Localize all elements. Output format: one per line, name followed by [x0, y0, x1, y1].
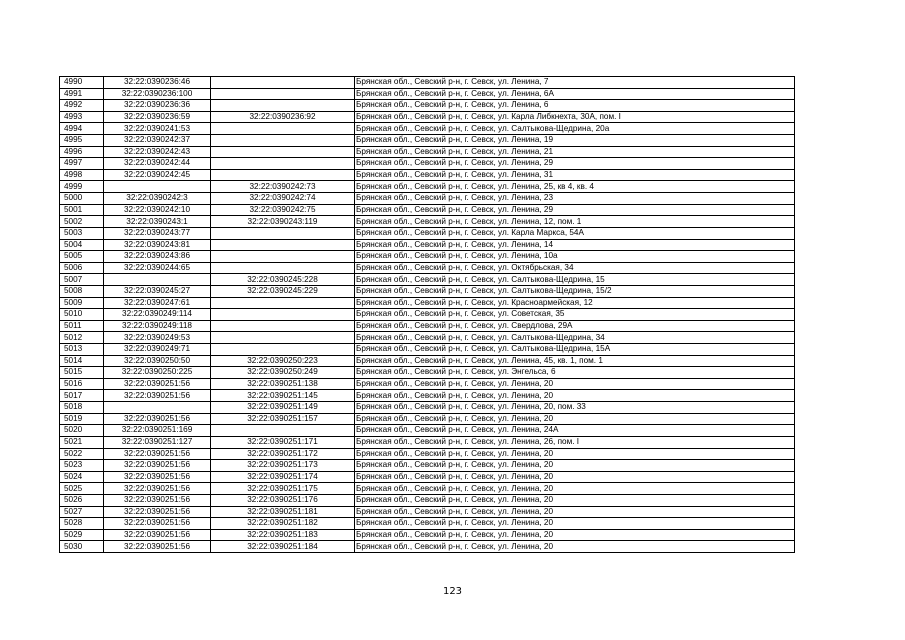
registry-table-body [60, 77, 795, 553]
address-cell: Брянская обл., Севский р-н, г. Севск, ул. Салтыкова-Щедрина, 15/2 [355, 285, 795, 297]
address-cell: Брянская обл., Севский р-н, г. Севск, ул. Ленина, 29 [355, 204, 795, 216]
parcel-cadastral-number-cell: 32:22:0390236:36 [104, 100, 211, 112]
row-number-cell: 5005 [60, 251, 104, 263]
object-cadastral-number-cell: 32:22:0390245:229 [211, 285, 355, 297]
address-cell: Брянская обл., Севский р-н, г. Севск, ул. Ленина, 20 [355, 413, 795, 425]
table-row [60, 367, 795, 379]
object-cadastral-number-cell [211, 332, 355, 344]
parcel-cadastral-number-cell: 32:22:0390251:56 [104, 390, 211, 402]
table-row [60, 332, 795, 344]
object-cadastral-number-cell [211, 88, 355, 100]
row-number-cell: 5024 [60, 471, 104, 483]
object-cadastral-number-cell [211, 344, 355, 356]
object-cadastral-number-cell: 32:22:0390250:249 [211, 367, 355, 379]
parcel-cadastral-number-cell: 32:22:0390251:56 [104, 541, 211, 553]
object-cadastral-number-cell [211, 158, 355, 170]
row-number-cell: 5008 [60, 285, 104, 297]
row-number-cell: 5030 [60, 541, 104, 553]
row-number-cell: 4999 [60, 181, 104, 193]
address-cell: Брянская обл., Севский р-н, г. Севск, ул. Ленина, 7 [355, 77, 795, 89]
table-row [60, 402, 795, 414]
address-cell: Брянская обл., Севский р-н, г. Севск, ул. Ленина, 26, пом. I [355, 436, 795, 448]
row-number-cell: 4996 [60, 146, 104, 158]
row-number-cell: 4998 [60, 169, 104, 181]
parcel-cadastral-number-cell: 32:22:0390236:46 [104, 77, 211, 89]
object-cadastral-number-cell: 32:22:0390251:182 [211, 518, 355, 530]
parcel-cadastral-number-cell: 32:22:0390250:225 [104, 367, 211, 379]
address-cell: Брянская обл., Севский р-н, г. Севск, ул. Ленина, 19 [355, 135, 795, 147]
row-number-cell: 5021 [60, 436, 104, 448]
object-cadastral-number-cell [211, 77, 355, 89]
object-cadastral-number-cell [211, 169, 355, 181]
table-row [60, 297, 795, 309]
table-row [60, 378, 795, 390]
parcel-cadastral-number-cell [104, 181, 211, 193]
parcel-cadastral-number-cell: 32:22:0390236:100 [104, 88, 211, 100]
address-cell: Брянская обл., Севский р-н, г. Севск, ул. Ленина, 6 [355, 100, 795, 112]
object-cadastral-number-cell: 32:22:0390251:173 [211, 460, 355, 472]
table-row [60, 169, 795, 181]
object-cadastral-number-cell [211, 146, 355, 158]
row-number-cell: 5004 [60, 239, 104, 251]
table-row [60, 483, 795, 495]
address-cell: Брянская обл., Севский р-н, г. Севск, ул. Ленина, 20 [355, 529, 795, 541]
address-cell: Брянская обл., Севский р-н, г. Севск, ул. Салтыкова-Щедрина, 15А [355, 344, 795, 356]
row-number-cell: 4991 [60, 88, 104, 100]
table-row [60, 262, 795, 274]
address-cell: Брянская обл., Севский р-н, г. Севск, ул. Ленина, 29 [355, 158, 795, 170]
table-row [60, 239, 795, 251]
object-cadastral-number-cell [211, 100, 355, 112]
parcel-cadastral-number-cell: 32:22:0390247:61 [104, 297, 211, 309]
table-row [60, 88, 795, 100]
parcel-cadastral-number-cell: 32:22:0390241:53 [104, 123, 211, 135]
table-row [60, 425, 795, 437]
table-row [60, 251, 795, 263]
object-cadastral-number-cell: 32:22:0390242:75 [211, 204, 355, 216]
object-cadastral-number-cell: 32:22:0390251:174 [211, 471, 355, 483]
object-cadastral-number-cell [211, 239, 355, 251]
address-cell: Брянская обл., Севский р-н, г. Севск, ул. Ленина, 20 [355, 471, 795, 483]
object-cadastral-number-cell: 32:22:0390251:184 [211, 541, 355, 553]
parcel-cadastral-number-cell: 32:22:0390251:56 [104, 471, 211, 483]
object-cadastral-number-cell: 32:22:0390242:73 [211, 181, 355, 193]
parcel-cadastral-number-cell: 32:22:0390245:27 [104, 285, 211, 297]
table-row [60, 448, 795, 460]
table-row [60, 204, 795, 216]
row-number-cell: 5014 [60, 355, 104, 367]
table-row [60, 344, 795, 356]
address-cell: Брянская обл., Севский р-н, г. Севск, ул. Красноармейская, 12 [355, 297, 795, 309]
table-row [60, 77, 795, 89]
address-cell: Брянская обл., Севский р-н, г. Севск, ул. Ленина, 20 [355, 483, 795, 495]
address-cell: Брянская обл., Севский р-н, г. Севск, ул. Ленина, 20, пом. 33 [355, 402, 795, 414]
address-cell: Брянская обл., Севский р-н, г. Севск, ул. Ленина, 21 [355, 146, 795, 158]
object-cadastral-number-cell [211, 262, 355, 274]
object-cadastral-number-cell [211, 320, 355, 332]
table-row [60, 541, 795, 553]
parcel-cadastral-number-cell: 32:22:0390251:127 [104, 436, 211, 448]
table-row [60, 285, 795, 297]
table-row [60, 494, 795, 506]
table-row [60, 227, 795, 239]
parcel-cadastral-number-cell: 32:22:0390251:56 [104, 378, 211, 390]
row-number-cell: 5002 [60, 216, 104, 228]
parcel-cadastral-number-cell: 32:22:0390242:45 [104, 169, 211, 181]
parcel-cadastral-number-cell: 32:22:0390251:56 [104, 529, 211, 541]
parcel-cadastral-number-cell: 32:22:0390244:65 [104, 262, 211, 274]
row-number-cell: 5015 [60, 367, 104, 379]
parcel-cadastral-number-cell: 32:22:0390251:56 [104, 448, 211, 460]
object-cadastral-number-cell [211, 135, 355, 147]
property-registry-table [59, 76, 795, 553]
parcel-cadastral-number-cell: 32:22:0390242:10 [104, 204, 211, 216]
row-number-cell: 5026 [60, 494, 104, 506]
object-cadastral-number-cell: 32:22:0390251:181 [211, 506, 355, 518]
parcel-cadastral-number-cell [104, 274, 211, 286]
parcel-cadastral-number-cell: 32:22:0390249:71 [104, 344, 211, 356]
table-row [60, 193, 795, 205]
table-row [60, 518, 795, 530]
row-number-cell: 5023 [60, 460, 104, 472]
parcel-cadastral-number-cell: 32:22:0390242:43 [104, 146, 211, 158]
parcel-cadastral-number-cell: 32:22:0390249:118 [104, 320, 211, 332]
address-cell: Брянская обл., Севский р-н, г. Севск, ул. Ленина, 14 [355, 239, 795, 251]
object-cadastral-number-cell [211, 251, 355, 263]
address-cell: Брянская обл., Севский р-н, г. Севск, ул. Ленина, 20 [355, 541, 795, 553]
object-cadastral-number-cell: 32:22:0390245:228 [211, 274, 355, 286]
address-cell: Брянская обл., Севский р-н, г. Севск, ул. Карла Маркса, 54А [355, 227, 795, 239]
parcel-cadastral-number-cell: 32:22:0390251:56 [104, 518, 211, 530]
object-cadastral-number-cell: 32:22:0390242:74 [211, 193, 355, 205]
object-cadastral-number-cell: 32:22:0390236:92 [211, 111, 355, 123]
row-number-cell: 5018 [60, 402, 104, 414]
table-row [60, 471, 795, 483]
object-cadastral-number-cell: 32:22:0390251:145 [211, 390, 355, 402]
row-number-cell: 5006 [60, 262, 104, 274]
row-number-cell: 5011 [60, 320, 104, 332]
address-cell: Брянская обл., Севский р-н, г. Севск, ул. Советская, 35 [355, 309, 795, 321]
address-cell: Брянская обл., Севский р-н, г. Севск, ул. Ленина, 12, пом. 1 [355, 216, 795, 228]
row-number-cell: 4993 [60, 111, 104, 123]
address-cell: Брянская обл., Севский р-н, г. Севск, ул. Энгельса, 6 [355, 367, 795, 379]
row-number-cell: 5022 [60, 448, 104, 460]
row-number-cell: 5000 [60, 193, 104, 205]
address-cell: Брянская обл., Севский р-н, г. Севск, ул. Ленина, 25, кв 4, кв. 4 [355, 181, 795, 193]
address-cell: Брянская обл., Севский р-н, г. Севск, ул. Салтыкова-Щедрина, 34 [355, 332, 795, 344]
address-cell: Брянская обл., Севский р-н, г. Севск, ул. Ленина, 31 [355, 169, 795, 181]
row-number-cell: 5028 [60, 518, 104, 530]
parcel-cadastral-number-cell: 32:22:0390242:3 [104, 193, 211, 205]
table-row [60, 320, 795, 332]
address-cell: Брянская обл., Севский р-н, г. Севск, ул. Карла Либкнехта, 30А, пом. I [355, 111, 795, 123]
parcel-cadastral-number-cell: 32:22:0390242:44 [104, 158, 211, 170]
row-number-cell: 4995 [60, 135, 104, 147]
row-number-cell: 5012 [60, 332, 104, 344]
parcel-cadastral-number-cell: 32:22:0390242:37 [104, 135, 211, 147]
table-row [60, 111, 795, 123]
address-cell: Брянская обл., Севский р-н, г. Севск, ул. Ленина, 20 [355, 378, 795, 390]
object-cadastral-number-cell: 32:22:0390251:157 [211, 413, 355, 425]
object-cadastral-number-cell: 32:22:0390251:138 [211, 378, 355, 390]
row-number-cell: 5009 [60, 297, 104, 309]
parcel-cadastral-number-cell: 32:22:0390250:50 [104, 355, 211, 367]
object-cadastral-number-cell [211, 309, 355, 321]
address-cell: Брянская обл., Севский р-н, г. Севск, ул. Ленина, 20 [355, 518, 795, 530]
address-cell: Брянская обл., Севский р-н, г. Севск, ул. Ленина, 20 [355, 448, 795, 460]
table-row [60, 506, 795, 518]
table-row [60, 135, 795, 147]
address-cell: Брянская обл., Севский р-н, г. Севск, ул. Октябрьская, 34 [355, 262, 795, 274]
row-number-cell: 5010 [60, 309, 104, 321]
row-number-cell: 4990 [60, 77, 104, 89]
table-row [60, 436, 795, 448]
object-cadastral-number-cell [211, 425, 355, 437]
table-row [60, 216, 795, 228]
table-row [60, 355, 795, 367]
row-number-cell: 5027 [60, 506, 104, 518]
row-number-cell: 4997 [60, 158, 104, 170]
row-number-cell: 5003 [60, 227, 104, 239]
row-number-cell: 4994 [60, 123, 104, 135]
table-row [60, 181, 795, 193]
object-cadastral-number-cell: 32:22:0390250:223 [211, 355, 355, 367]
table-row [60, 123, 795, 135]
address-cell: Брянская обл., Севский р-н, г. Севск, ул. Салтыкова-Щедрина, 20а [355, 123, 795, 135]
address-cell: Брянская обл., Севский р-н, г. Севск, ул. Ленина, 20 [355, 390, 795, 402]
object-cadastral-number-cell: 32:22:0390251:175 [211, 483, 355, 495]
table-row [60, 529, 795, 541]
table-row [60, 274, 795, 286]
address-cell: Брянская обл., Севский р-н, г. Севск, ул. Ленина, 20 [355, 506, 795, 518]
address-cell: Брянская обл., Севский р-н, г. Севск, ул. Ленина, 23 [355, 193, 795, 205]
address-cell: Брянская обл., Севский р-н, г. Севск, ул. Салтыкова-Щедрина, 15 [355, 274, 795, 286]
row-number-cell: 4992 [60, 100, 104, 112]
row-number-cell: 5029 [60, 529, 104, 541]
parcel-cadastral-number-cell: 32:22:0390243:1 [104, 216, 211, 228]
row-number-cell: 5020 [60, 425, 104, 437]
table-row [60, 146, 795, 158]
address-cell: Брянская обл., Севский р-н, г. Севск, ул. Ленина, 20 [355, 460, 795, 472]
object-cadastral-number-cell [211, 227, 355, 239]
row-number-cell: 5025 [60, 483, 104, 495]
parcel-cadastral-number-cell: 32:22:0390251:56 [104, 506, 211, 518]
object-cadastral-number-cell [211, 297, 355, 309]
parcel-cadastral-number-cell: 32:22:0390243:77 [104, 227, 211, 239]
parcel-cadastral-number-cell: 32:22:0390236:59 [104, 111, 211, 123]
parcel-cadastral-number-cell: 32:22:0390249:114 [104, 309, 211, 321]
table-row [60, 100, 795, 112]
object-cadastral-number-cell: 32:22:0390251:149 [211, 402, 355, 414]
page-number: 123 [442, 586, 463, 597]
row-number-cell: 5013 [60, 344, 104, 356]
table-row [60, 413, 795, 425]
parcel-cadastral-number-cell: 32:22:0390249:53 [104, 332, 211, 344]
address-cell: Брянская обл., Севский р-н, г. Севск, ул. Ленина, 24А [355, 425, 795, 437]
table-row [60, 309, 795, 321]
table-row [60, 460, 795, 472]
parcel-cadastral-number-cell: 32:22:0390243:81 [104, 239, 211, 251]
address-cell: Брянская обл., Севский р-н, г. Севск, ул. Ленина, 6А [355, 88, 795, 100]
object-cadastral-number-cell: 32:22:0390251:172 [211, 448, 355, 460]
table-row [60, 390, 795, 402]
parcel-cadastral-number-cell [104, 402, 211, 414]
table-row [60, 158, 795, 170]
object-cadastral-number-cell: 32:22:0390251:171 [211, 436, 355, 448]
parcel-cadastral-number-cell: 32:22:0390251:56 [104, 413, 211, 425]
parcel-cadastral-number-cell: 32:22:0390251:56 [104, 494, 211, 506]
object-cadastral-number-cell: 32:22:0390251:176 [211, 494, 355, 506]
address-cell: Брянская обл., Севский р-н, г. Севск, ул. Ленина, 45, кв. 1, пом. 1 [355, 355, 795, 367]
row-number-cell: 5001 [60, 204, 104, 216]
parcel-cadastral-number-cell: 32:22:0390243:86 [104, 251, 211, 263]
row-number-cell: 5019 [60, 413, 104, 425]
parcel-cadastral-number-cell: 32:22:0390251:56 [104, 483, 211, 495]
parcel-cadastral-number-cell: 32:22:0390251:56 [104, 460, 211, 472]
object-cadastral-number-cell: 32:22:0390243:119 [211, 216, 355, 228]
object-cadastral-number-cell: 32:22:0390251:183 [211, 529, 355, 541]
object-cadastral-number-cell [211, 123, 355, 135]
address-cell: Брянская обл., Севский р-н, г. Севск, ул. Ленина, 20 [355, 494, 795, 506]
parcel-cadastral-number-cell: 32:22:0390251:169 [104, 425, 211, 437]
row-number-cell: 5017 [60, 390, 104, 402]
address-cell: Брянская обл., Севский р-н, г. Севск, ул. Свердлова, 29А [355, 320, 795, 332]
row-number-cell: 5007 [60, 274, 104, 286]
address-cell: Брянская обл., Севский р-н, г. Севск, ул. Ленина, 10а [355, 251, 795, 263]
row-number-cell: 5016 [60, 378, 104, 390]
